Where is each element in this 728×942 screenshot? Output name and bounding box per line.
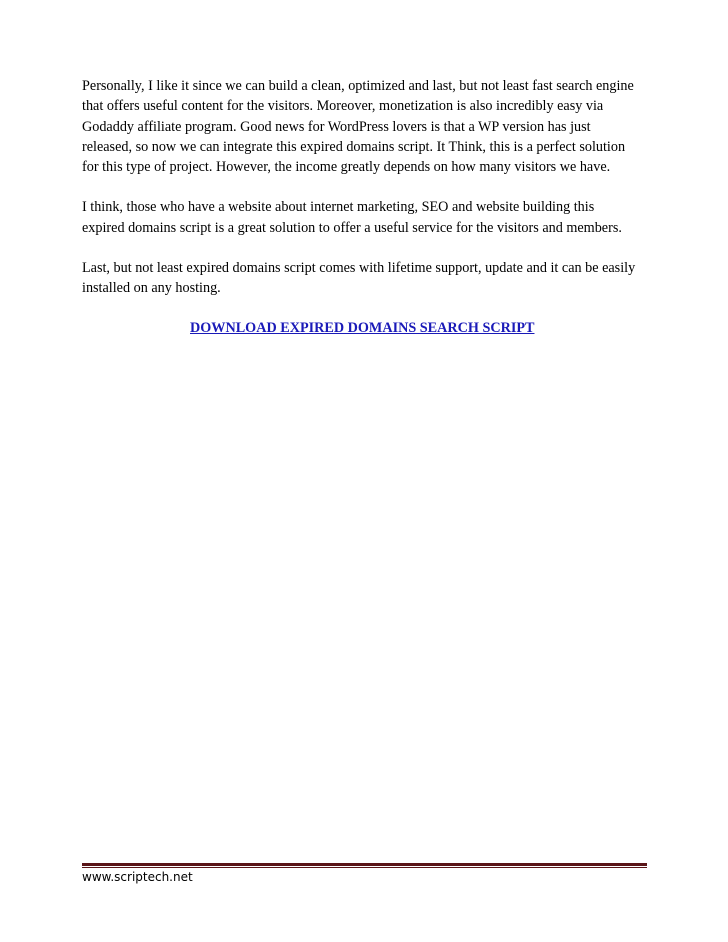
- footer-website-url: www.scriptech.net: [82, 870, 193, 884]
- download-link-container: [82, 318, 652, 338]
- download-script-link[interactable]: DOWNLOAD EXPIRED DOMAINS SEARCH SCRIPT: [190, 319, 535, 336]
- text-line: Last, but not least expired domains script comes with lifetime support, update and it can be easily: [82, 260, 636, 277]
- text-line: installed on any hosting.: [82, 280, 221, 297]
- text-line: released, so now we can integrate this expired domains script. It Think, this is a perfect solution: [82, 138, 626, 155]
- text-line: Godaddy affiliate program. Good news for WordPress lovers is that a WP version has just: [82, 118, 591, 135]
- text-line: that offers useful content for the visitors. Moreover, monetization is also incredibly easy via: [82, 98, 604, 115]
- text-line: expired domains script is a great solution to offer a useful service for the visitors and members.: [82, 219, 622, 236]
- text-line: for this type of project. However, the income greatly depends on how many visitors we have.: [82, 159, 611, 176]
- text-line: I think, those who have a website about internet marketing, SEO and website building this: [82, 199, 595, 216]
- footer-divider-thin: [82, 867, 647, 868]
- text-line: Personally, I like it since we can build a clean, optimized and last, but not least fast search engine: [82, 78, 634, 94]
- paragraph-audience: [82, 197, 652, 238]
- paragraph-support: [82, 258, 652, 299]
- paragraph-intro: [82, 76, 652, 177]
- document-body: [82, 76, 652, 338]
- footer-divider: [82, 863, 647, 866]
